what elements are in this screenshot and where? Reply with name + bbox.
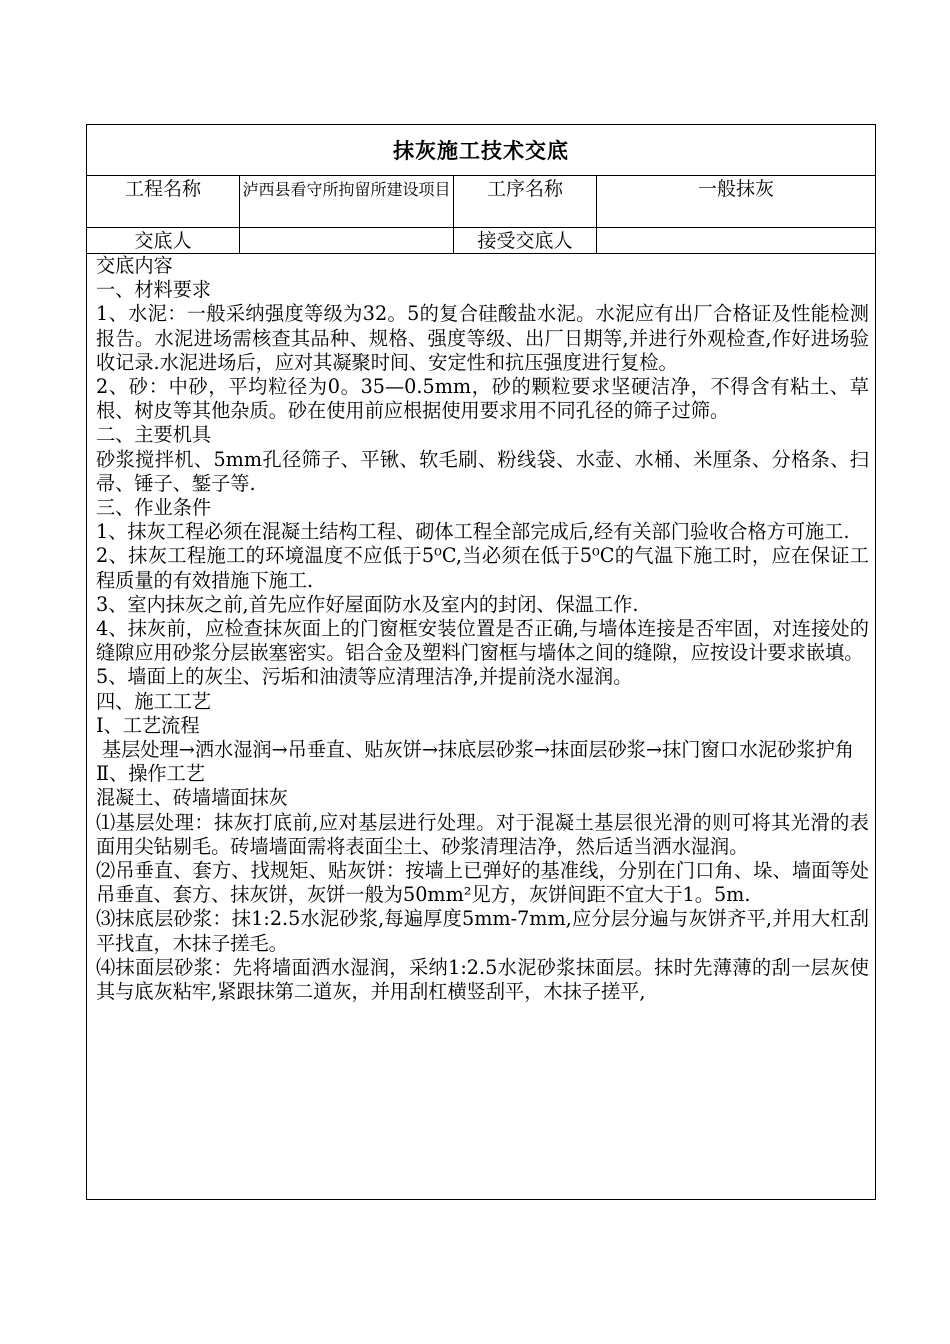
- content-paragraph: 4、抹灰前，应检查抹灰面上的门窗框安装位置是否正确,与墙体连接是否牢固，对连接处的缝隙应用砂浆分层嵌塞密实。铝合金及塑料门窗框与墙体之间的缝隙，应按设计要求嵌填。: [96, 617, 869, 665]
- content-paragraph: Ⅰ、工艺流程: [96, 713, 200, 737]
- content-paragraph: 砂浆搅拌机、5mm孔径筛子、平锹、软毛刷、粉线袋、水壶、水桶、米厘条、分格条、扫帚、锤子、錾子等.: [96, 447, 869, 495]
- content-paragraph: ⑴基层处理：抹灰打底前,应对基层进行处理。对于混凝土基层很光滑的则可将其光滑的表面用尖钻剔毛。砖墙墙面需将表面尘土、砂浆清理洁净，然后适当洒水湿润。: [96, 810, 869, 858]
- content-paragraph: ⑷抹面层砂浆：先将墙面洒水湿润，采纳1:2.5水泥砂浆抹面层。抹时先薄薄的刮一层灰使其与底灰粘牢,紧跟抹第二道灰，并用刮杠横竖刮平，木抹子搓平,: [96, 955, 869, 1004]
- disclosure-form: [86, 124, 876, 1200]
- people-row: [87, 228, 875, 254]
- content-paragraph: ⑵吊垂直、套方、找规矩、贴灰饼：按墙上已弹好的基准线，分别在门口角、垛、墙面等处吊垂直、套方、抹灰饼，灰饼一般为50mm²见方，灰饼间距不宜大于1。5m.: [96, 859, 869, 907]
- content-paragraph: 1、抹灰工程必须在混凝土结构工程、砌体工程全部完成后,经有关部门验收合格方可施工.: [96, 520, 850, 544]
- content-paragraph: 1、水泥：一般采纳强度等级为32。5的复合硅酸盐水泥。水泥应有出厂合格证及性能检测报告。水泥进场需核查其品种、规格、强度等级、出厂日期等,并进行外观检查,作好进场验收记录.水泥进场后，应对其凝聚时间、安定性和抗压强度进行复检。: [96, 302, 869, 374]
- discloser-value: [240, 228, 454, 253]
- content-paragraph: 2、砂：中砂，平均粒径为0。35—0.5mm，砂的颗粒要求坚硬洁净，不得含有粘土、草根、树皮等其他杂质。砂在使用前应根据使用要求用不同孔径的筛子过筛。: [96, 375, 869, 423]
- document-title: 抹灰施工技术交底: [87, 125, 875, 176]
- content-paragraph: 混凝土、砖墙墙面抹灰: [96, 786, 288, 810]
- content-paragraph: ⑶抹底层砂浆：抹1:2.5水泥砂浆,每遍厚度5mm-7mm,应分层分遍与灰饼齐平,并用大杠刮平找直，木抹子搓毛。: [96, 907, 869, 955]
- disclosure-content: [87, 254, 875, 1004]
- content-heading: 交底内容: [96, 254, 173, 277]
- process-name-value: 一般抹灰: [697, 178, 774, 200]
- content-paragraph: 3、室内抹灰之前,首先应作好屋面防水及室内的封闭、保温工作.: [96, 592, 639, 616]
- content-paragraph: 二、主要机具: [96, 423, 212, 447]
- process-name-label: 工序名称: [454, 176, 597, 227]
- receiver-label: 接受交底人: [454, 228, 597, 253]
- content-paragraph: 三、作业条件: [96, 496, 212, 520]
- project-name-value: 泸西县看守所拘留所建设项目: [240, 176, 454, 227]
- content-paragraph: 四、施工工艺: [96, 689, 212, 713]
- content-paragraph: 一、材料要求: [96, 278, 212, 302]
- discloser-label: 交底人: [87, 228, 240, 253]
- content-paragraph: 2、抹灰工程施工的环境温度不应低于5⁰C,当必须在低于5⁰C的气温下施工时，应在保证工程质量的有效措施下施工.: [96, 544, 869, 592]
- content-paragraph: 基层处理→洒水湿润→吊垂直、贴灰饼→抹底层砂浆→抹面层砂浆→抹门窗口水泥砂浆护角: [102, 738, 854, 762]
- content-paragraph: 5、墙面上的灰尘、污垢和油渍等应清理洁净,并提前浇水湿润。: [96, 665, 633, 689]
- receiver-value: [597, 228, 875, 253]
- project-row: [87, 176, 875, 228]
- content-paragraph: Ⅱ、操作工艺: [96, 762, 205, 786]
- project-name-label: 工程名称: [87, 176, 240, 227]
